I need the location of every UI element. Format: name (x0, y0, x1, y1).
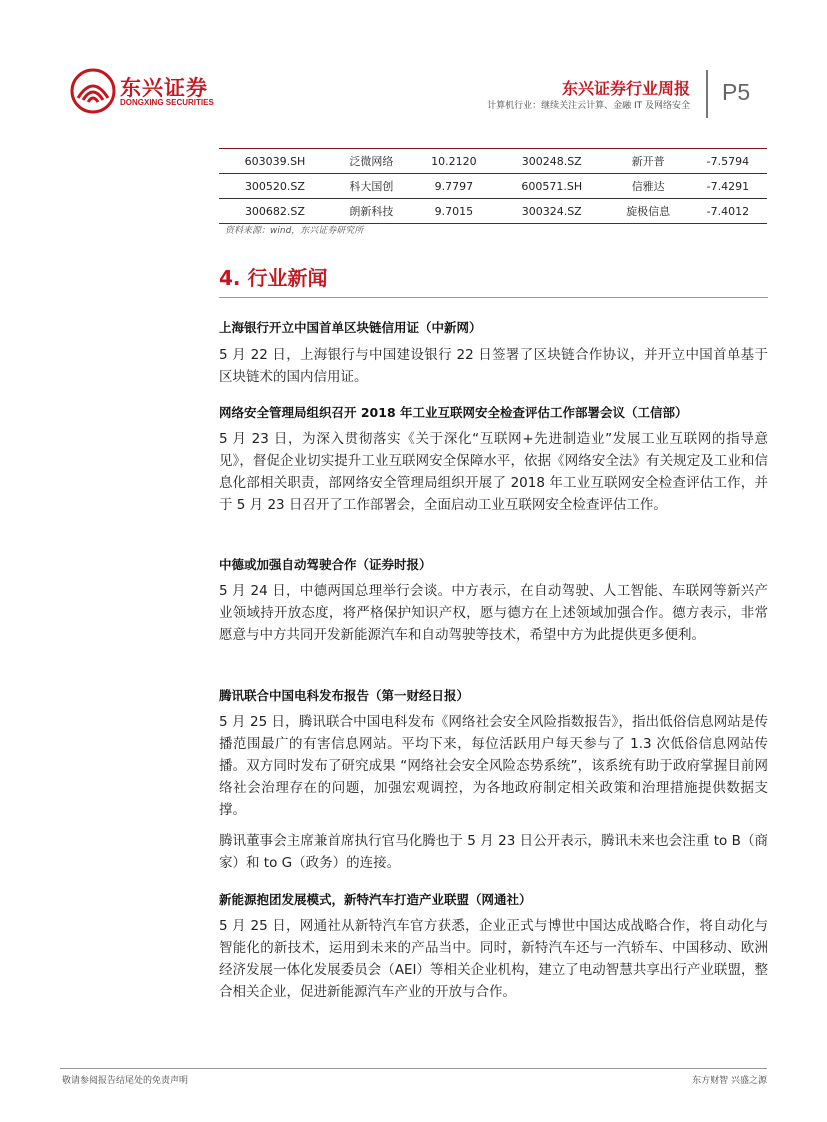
table-cell: 300682.SZ (219, 199, 331, 224)
table-cell: 朗新科技 (331, 199, 412, 224)
table-cell: 旋极信息 (608, 199, 689, 224)
table-cell: 300248.SZ (496, 149, 608, 174)
report-subtitle: 计算机行业：继续关注云计算、金融 IT 及网络安全 (487, 101, 690, 111)
table-row (219, 174, 767, 199)
table-cell: -7.5794 (689, 149, 767, 174)
header-divider (706, 70, 708, 118)
table-cell: 信雅达 (608, 174, 689, 199)
logo-english: DONGXING SECURITIES (120, 98, 214, 107)
news-headline: 中德或加强自动驾驶合作（证券时报） (219, 557, 432, 572)
section-title: 4. 行业新闻 (219, 266, 328, 290)
footer-disclaimer: 敬请参阅报告结尾处的免责声明 (62, 1076, 189, 1086)
logo-mark-icon (70, 68, 116, 114)
news-headline: 腾讯联合中国电科发布报告（第一财经日报） (219, 688, 470, 703)
news-headline: 网络安全管理局组织召开 2018 年工业互联网安全检查评估工作部署会议（工信部） (219, 405, 688, 420)
table-cell: 300520.SZ (219, 174, 331, 199)
news-paragraph: 5 月 24 日，中德两国总理举行会谈。中方表示，在自动驾驶、人工智能、车联网等新兴产业领域持开放态度，将严格保护知识产权，愿与德方在上述领域加强合作。德方表示，非常愿意与中方共同开发新能源汽车和自动驾驶等技术，希望中方为此提供更多便利。 (219, 583, 768, 643)
section-divider (219, 297, 768, 298)
table-cell: 泛微网络 (331, 149, 412, 174)
footer-divider (60, 1068, 767, 1069)
news-paragraph: 5 月 22 日，上海银行与中国建设银行 22 日签署了区块链合作协议，并开立中国首单基于区块链术的国内信用证。 (219, 347, 768, 385)
table-cell: -7.4012 (689, 199, 767, 224)
table-row (219, 199, 767, 224)
table-cell: 新开普 (608, 149, 689, 174)
report-title: 东兴证券行业周报 (561, 79, 690, 98)
table-cell: 300324.SZ (496, 199, 608, 224)
news-paragraph: 5 月 25 日，网通社从新特汽车官方获悉，企业正式与博世中国达成战略合作，将自动化与智能化的新技术，运用到未来的产品当中。同时，新特汽车还与一汽轿车、中国移动、欧洲经济发展一体化发展委员会（AEI）等相关企业机构，建立了电动智慧共享出行产业联盟，整合相关企业，促进新能源汽车产业的开放与合作。 (219, 918, 768, 1000)
table-cell: 603039.SH (219, 149, 331, 174)
table-source: 资料来源：wind，东兴证券研究所 (225, 226, 364, 236)
table-cell: 600571.SH (496, 174, 608, 199)
page-number: P5 (722, 79, 751, 105)
table-cell: 9.7015 (412, 199, 496, 224)
news-paragraph: 5 月 23 日，为深入贯彻落实《关于深化“互联网+先进制造业”发展工业互联网的指导意见》，督促企业切实提升工业互联网安全保障水平，依据《网络安全法》有关规定及工业和信息化部相关职责，部网络安全管理局组织开展了 2018 年工业互联网安全检查评估工作，并于 5 月 23 日召开了工作部署会，全面启动工业互联网安全检查评估工作。 (219, 431, 768, 513)
table-cell: 10.2120 (412, 149, 496, 174)
news-headline: 新能源抱团发展模式，新特汽车打造产业联盟（网通社） (219, 892, 532, 907)
logo-text: 东兴证券 (120, 76, 208, 100)
table-cell: -7.4291 (689, 174, 767, 199)
news-paragraph: 腾讯董事会主席兼首席执行官马化腾也于 5 月 23 日公开表示，腾讯未来也会注重 to B（商家）和 to G（政务）的连接。 (219, 833, 768, 871)
table-cell: 科大国创 (331, 174, 412, 199)
news-paragraph: 5 月 25 日，腾讯联合中国电科发布《网络社会安全风险指数报告》，指出低俗信息网站是传播范围最广的有害信息网站。平均下来，每位活跃用户每天参与了 1.3 次低俗信息网站传播。双方同时发布了研究成果 “网络社会安全风险态势系统”，该系统有助于政府掌握目前网络社会治理存在的问题，加强宏观调控，为各地政府制定相关政策和治理措施提供数据支撑。 (219, 714, 768, 818)
stock-table (219, 148, 767, 224)
footer-slogan: 东方财智 兴盛之源 (692, 1076, 767, 1086)
news-headline: 上海银行开立中国首单区块链信用证（中新网） (219, 320, 482, 335)
table-cell: 9.7797 (412, 174, 496, 199)
table-row (219, 149, 767, 174)
